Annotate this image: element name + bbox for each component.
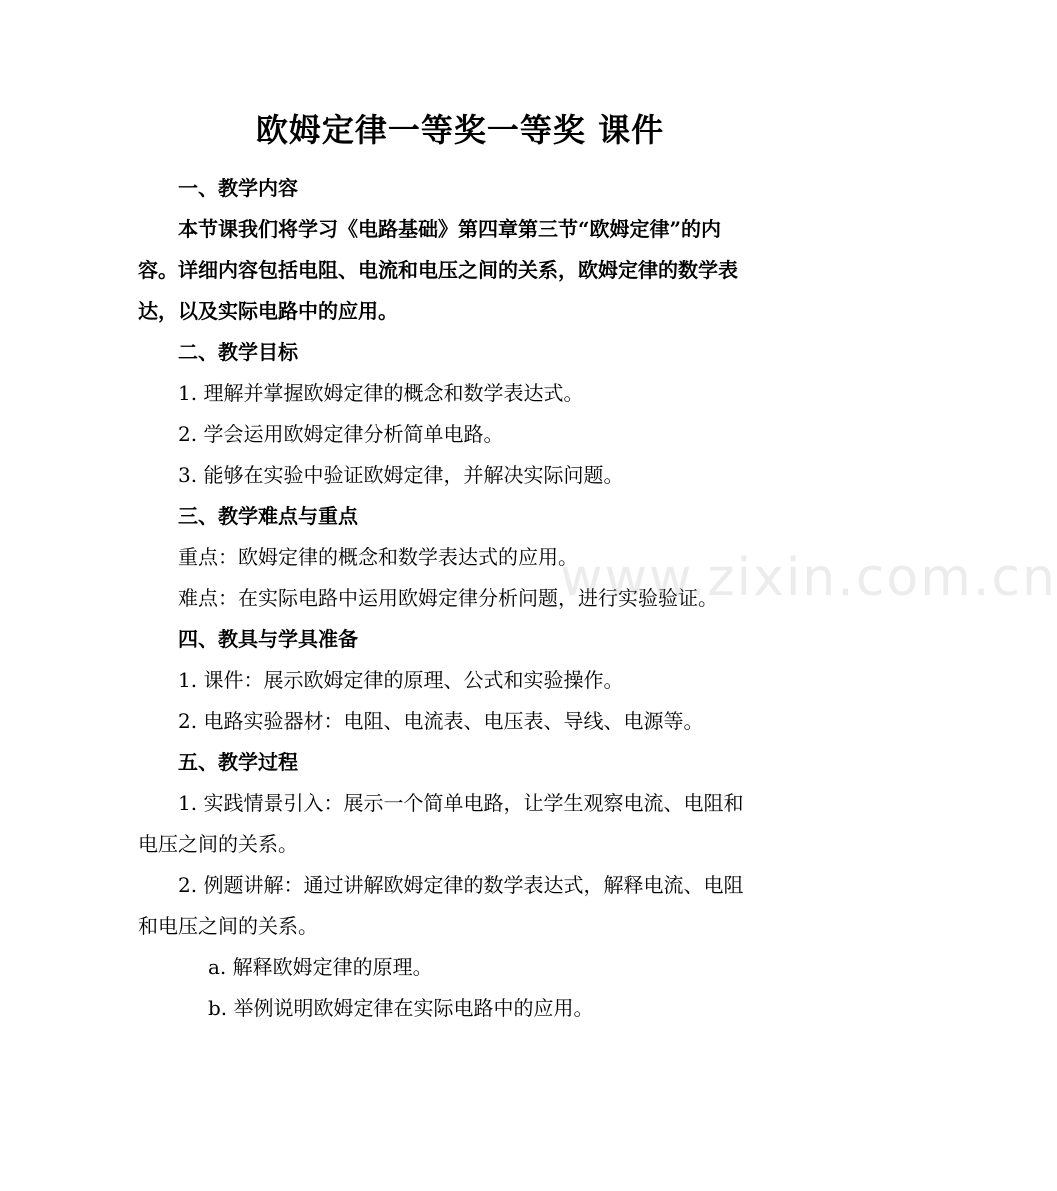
- list-item: 1. 理解并掌握欧姆定律的概念和数学表达式。: [178, 381, 584, 405]
- list-item-continuation: 和电压之间的关系。: [138, 914, 318, 938]
- section-heading-content: 一、教学内容: [178, 176, 298, 200]
- list-item: 1. 课件：展示欧姆定律的原理、公式和实验操作。: [178, 668, 624, 692]
- paragraph-line: 达，以及实际电路中的应用。: [138, 299, 398, 323]
- list-item: 3. 能够在实验中验证欧姆定律，并解决实际问题。: [178, 463, 624, 487]
- section-heading-focus: 三、教学难点与重点: [178, 504, 358, 528]
- page-title: 欧姆定律一等奖一等奖 课件: [255, 111, 665, 149]
- list-item: 2. 例题讲解：通过讲解欧姆定律的数学表达式，解释电流、电阻: [178, 873, 744, 897]
- list-item: 2. 学会运用欧姆定律分析简单电路。: [178, 422, 504, 446]
- section-heading-tools: 四、教具与学具准备: [178, 627, 358, 651]
- sub-list-item: a. 解释欧姆定律的原理。: [208, 955, 433, 979]
- paragraph-line: 难点：在实际电路中运用欧姆定律分析问题，进行实验验证。: [178, 586, 718, 610]
- paragraph-line: 重点：欧姆定律的概念和数学表达式的应用。: [178, 545, 578, 569]
- watermark: www.zixin.com.cn: [560, 548, 1057, 608]
- paragraph-line: 容。详细内容包括电阻、电流和电压之间的关系，欧姆定律的数学表: [138, 258, 738, 282]
- section-heading-goals: 二、教学目标: [178, 340, 298, 364]
- section-heading-process: 五、教学过程: [178, 750, 298, 774]
- list-item: 1. 实践情景引入：展示一个简单电路，让学生观察电流、电阻和: [178, 791, 744, 815]
- list-item-continuation: 电压之间的关系。: [138, 832, 298, 856]
- sub-list-item: b. 举例说明欧姆定律在实际电路中的应用。: [208, 996, 594, 1020]
- list-item: 2. 电路实验器材：电阻、电流表、电压表、导线、电源等。: [178, 709, 704, 733]
- paragraph-line: 本节课我们将学习《电路基础》第四章第三节“欧姆定律”的内: [178, 217, 722, 241]
